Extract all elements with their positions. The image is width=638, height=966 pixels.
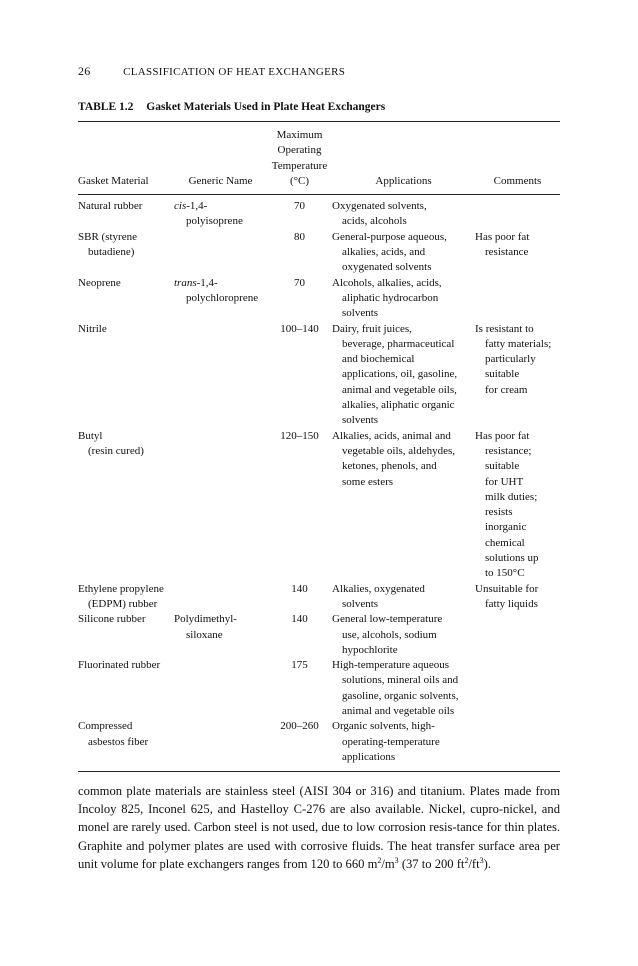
table-row <box>78 276 560 322</box>
cell-gasket-material: SBR (styrene butadiene) <box>78 230 137 259</box>
cell-gasket-material: Neoprene <box>78 276 121 289</box>
table-row <box>78 322 560 429</box>
body-paragraph <box>78 782 560 873</box>
cell-applications: Alkalies, acids, animal and vegetable oils, aldehydes, ketones, phenols, and some esters <box>332 429 456 488</box>
page-number: 26 <box>78 64 91 78</box>
table-body <box>78 195 560 772</box>
cell-max-temperature: 80 <box>294 230 305 243</box>
cell-applications: Organic solvents, high- operating-temperature applications <box>332 720 440 763</box>
cell-applications: Alkalies, oxygenated solvents <box>332 582 425 610</box>
cell-max-temperature: 70 <box>294 200 305 213</box>
cell-gasket-material: Ethylene propylene (EDPM) rubber <box>78 582 164 610</box>
table-caption-text: Gasket Materials Used in Plate Heat Exchangers <box>146 101 386 113</box>
cell-comments: Is resistant to fatty materials; particularly suitable for cream <box>475 322 552 396</box>
cell-applications: Oxygenated solvents, acids, alcohols <box>332 200 427 228</box>
table-row <box>78 582 560 613</box>
cell-comments: Unsuitable for fatty liquids <box>475 582 539 610</box>
generic-name-text: Polydimethyl- siloxane <box>174 613 237 641</box>
gasket-table <box>78 121 560 772</box>
table-row <box>78 612 560 658</box>
cell-generic-name <box>174 276 267 307</box>
cell-max-temperature: 200–260 <box>280 720 319 733</box>
cell-gasket-material: Compressed asbestos fiber <box>78 720 149 748</box>
generic-name-prefix: trans <box>174 276 197 289</box>
table-row <box>78 719 560 771</box>
cell-max-temperature: 175 <box>291 659 308 672</box>
generic-name-text: -1,4- polychloroprene <box>186 276 259 304</box>
cell-applications: Alcohols, alkalies, acids, aliphatic hydrocarbon solvents <box>332 276 442 320</box>
body-paragraph-text: common plate materials are stainless steel (AISI 304 or 316) and titanium. Plates made from Incoloy 825, Inconel 625, and Hastelloy C-276 are also available. Nickel, cupro-nickel, and monel are rarely used. Carbon steel is not used, due to low corrosion resis-tance for thin plates. Graphite and polymer plates are used with corrosive fluids. The heat transfer surface area per unit volume for plate exchangers ranges from 120 to 660 $m^2/m^3$ (37 to 200 $ft^2/ft^3$). <box>78 784 560 871</box>
cell-gasket-material: Fluorinated rubber <box>78 659 161 672</box>
cell-max-temperature: 70 <box>294 276 305 289</box>
running-head <box>78 64 560 79</box>
cell-max-temperature: 120–150 <box>280 429 319 442</box>
table-header <box>78 121 560 195</box>
cell-max-temperature: 140 <box>291 613 308 626</box>
header-comments: Comments <box>493 174 542 187</box>
cell-generic-name <box>174 199 267 230</box>
cell-comments: Has poor fat resistance <box>475 230 530 259</box>
cell-max-temperature: 100–140 <box>280 322 319 335</box>
generic-name-prefix: cis <box>174 200 187 213</box>
cell-gasket-material: Silicone rubber <box>78 613 146 626</box>
table-label: TABLE 1.2 <box>78 101 134 113</box>
header-applications: Applications <box>375 174 432 187</box>
header-max-temperature: Maximum Operating Temperature (°C) <box>271 129 328 187</box>
generic-name-text: -1,4- polyisoprene <box>186 200 243 228</box>
header-generic-name: Generic Name <box>188 174 253 187</box>
cell-applications: General-purpose aqueous, alkalies, acids, and oxygenated solvents <box>332 230 447 274</box>
cell-gasket-material: Butyl (resin cured) <box>78 429 144 457</box>
cell-comments: Has poor fat resistance; suitable for UHT milk duties; resists inorganic chemical solutions up to 150°C <box>475 429 539 580</box>
table-row <box>78 230 560 276</box>
cell-applications: Dairy, fruit juices, beverage, pharmaceutical and biochemical applications, oil, gasoline, animal and vegetable oils, alkalies, aliphatic organic solvents <box>332 322 458 427</box>
cell-applications: General low-temperature use, alcohols, sodium hypochlorite <box>332 613 443 656</box>
cell-applications: High-temperature aqueous solutions, mineral oils and gasoline, organic solvents, animal and vegetable oils <box>332 659 459 717</box>
table-row <box>78 658 560 719</box>
cell-generic-name <box>174 612 267 643</box>
table-caption <box>78 101 560 113</box>
table-row <box>78 195 560 230</box>
table-row <box>78 429 560 582</box>
cell-gasket-material: Natural rubber <box>78 200 143 213</box>
running-head-title: CLASSIFICATION OF HEAT EXCHANGERS <box>123 66 346 78</box>
header-row <box>78 122 560 195</box>
table-rows <box>78 195 560 771</box>
header-gasket-material: Gasket Material <box>78 174 149 187</box>
cell-max-temperature: 140 <box>291 582 308 595</box>
cell-gasket-material: Nitrile <box>78 322 107 335</box>
